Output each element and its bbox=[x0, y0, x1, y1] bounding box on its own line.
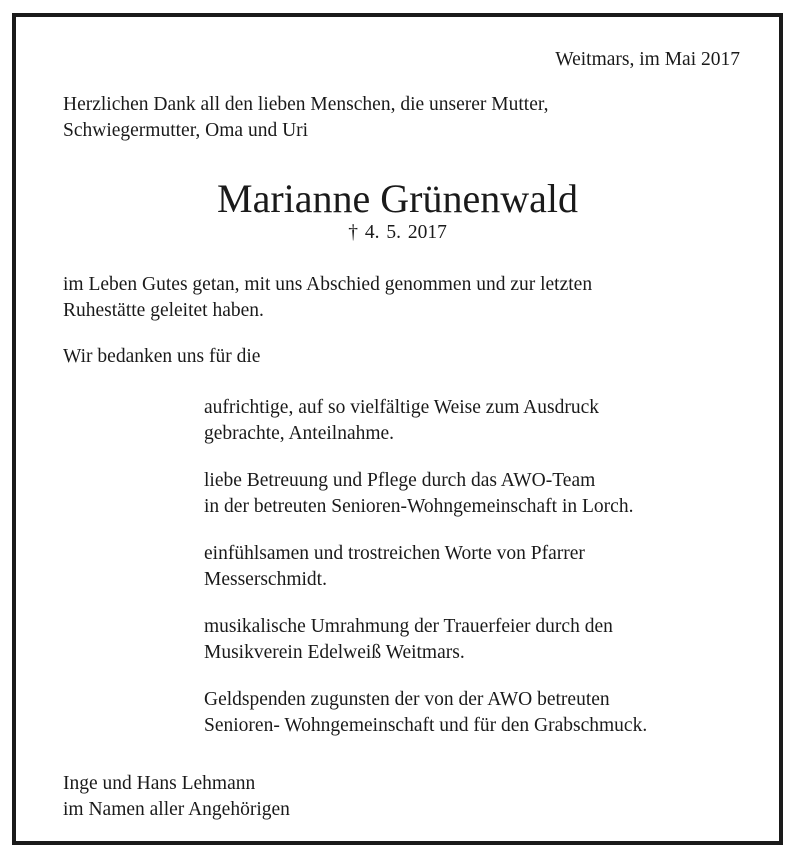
thanks-item-line: aufrichtige, auf so vielfältige Weise zum Ausdruck bbox=[204, 397, 599, 418]
thanks-item-line: liebe Betreuung und Pflege durch das AWO-Team bbox=[204, 470, 596, 491]
signature-line: Inge und Hans Lehmann bbox=[63, 773, 256, 794]
thanks-item-line: Messerschmidt. bbox=[204, 569, 327, 590]
thanks-item-line: musikalische Umrahmung der Trauerfeier durch den bbox=[204, 616, 613, 637]
thanks-item bbox=[204, 687, 647, 739]
death-date: † 4. 5. 2017 bbox=[348, 222, 447, 243]
intro-text bbox=[63, 92, 548, 144]
thanks-item bbox=[204, 395, 647, 447]
obituary-notice bbox=[12, 13, 783, 845]
place-date: Weitmars, im Mai 2017 bbox=[555, 49, 740, 70]
thanks-item-line: gebrachte, Anteilnahme. bbox=[204, 423, 395, 444]
gratitude-text bbox=[63, 272, 592, 324]
thanks-item-line: Musikverein Edelweiß Weitmars. bbox=[204, 642, 465, 663]
thanks-item bbox=[204, 614, 647, 666]
signature-line: im Namen aller Angehörigen bbox=[63, 799, 290, 820]
thanks-item-line: Geldspenden zugunsten der von der AWO betreuten bbox=[204, 689, 610, 710]
gratitude-line: im Leben Gutes getan, mit uns Abschied genommen und zur letzten bbox=[63, 274, 593, 295]
thanks-intro: Wir bedanken uns für die bbox=[63, 346, 261, 367]
gratitude-line: Ruhestätte geleitet haben. bbox=[63, 300, 264, 321]
thanks-list bbox=[204, 395, 647, 760]
intro-line: Schwiegermutter, Oma und Uri bbox=[63, 120, 309, 141]
deceased-name: Marianne Grünenwald bbox=[217, 176, 578, 221]
thanks-item-line: in der betreuten Senioren-Wohngemeinschaft in Lorch. bbox=[204, 496, 634, 517]
signature bbox=[63, 771, 290, 823]
intro-line: Herzlichen Dank all den lieben Menschen, die unserer Mutter, bbox=[63, 94, 549, 115]
thanks-item bbox=[204, 468, 647, 520]
thanks-item-line: Senioren- Wohngemeinschaft und für den Grabschmuck. bbox=[204, 715, 648, 736]
thanks-item bbox=[204, 541, 647, 593]
thanks-item-line: einfühlsamen und trostreichen Worte von Pfarrer bbox=[204, 543, 585, 564]
